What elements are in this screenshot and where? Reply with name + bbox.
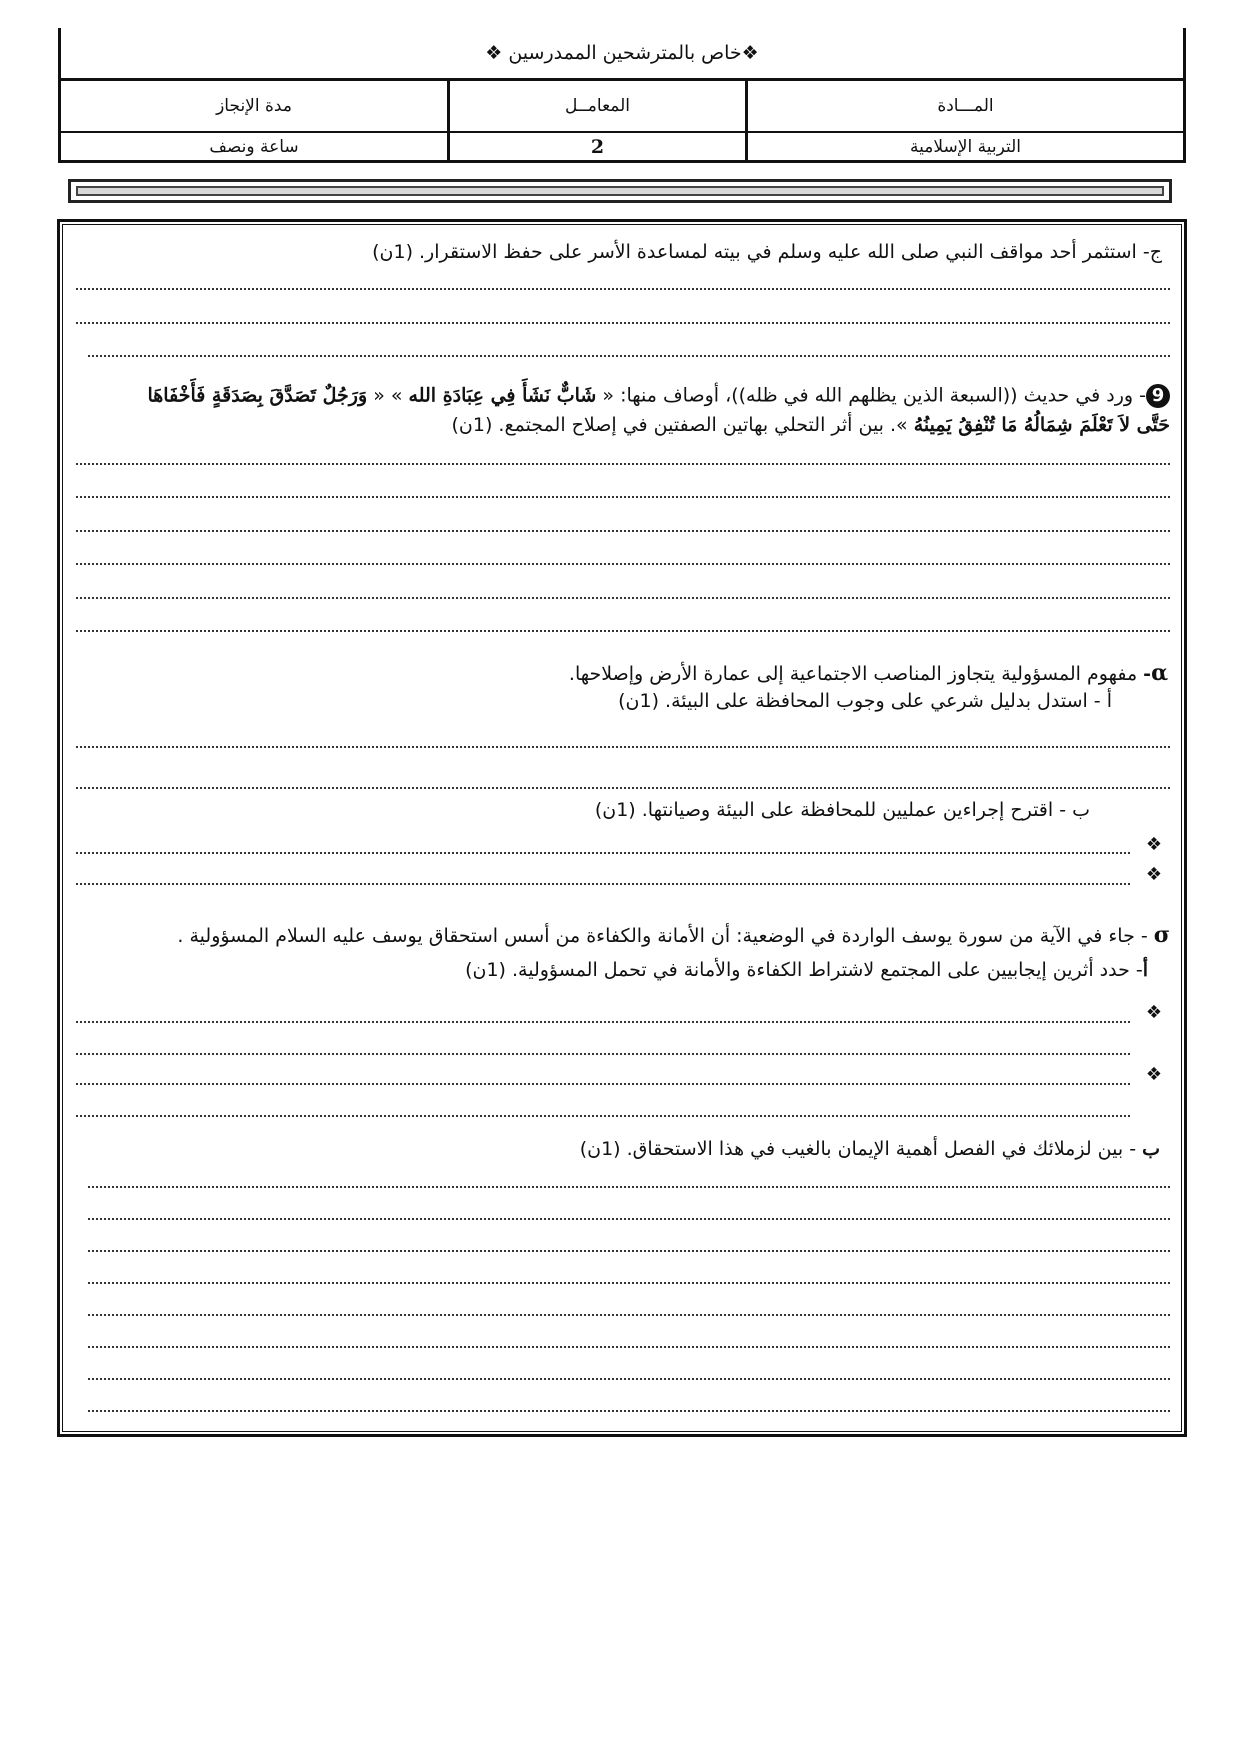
answer-line[interactable] <box>88 1282 1170 1284</box>
answer-line[interactable] <box>76 288 1170 290</box>
question-alpha-a: أ - استدل بدليل شرعي على وجوب المحافظة على البيئة. (1ن) <box>618 690 1112 712</box>
answer-line[interactable] <box>76 1083 1130 1085</box>
question-9-line1 <box>147 384 1170 408</box>
q9-mid: » « <box>373 384 403 407</box>
answer-line[interactable] <box>88 355 1170 357</box>
q9-intro: - ورد في حديث ((السبعة الذين يظلهم الله في ظله))، أوصاف منها: « <box>602 384 1146 407</box>
alpha-text: مفهوم المسؤولية يتجاوز المناصب الاجتماعية إلى عمارة الأرض وإصلاحها. <box>568 663 1138 685</box>
answer-line[interactable] <box>88 1218 1170 1220</box>
answer-line[interactable] <box>88 1346 1170 1348</box>
header-divider-bar <box>68 179 1172 203</box>
answer-line[interactable] <box>88 1250 1170 1252</box>
coefficient-value: 2 <box>447 133 745 161</box>
sigma-symbol: σ <box>1153 922 1170 948</box>
header-values-row <box>61 133 1183 161</box>
sigma-text: - جاء في الآية من سورة يوسف الواردة في الوضعية: أن الأمانة والكفاءة من أسس استحقاق يوسف عليه السلام المسؤولية . <box>177 925 1148 947</box>
sigma-a-text: - حدد أثرين إيجابيين على المجتمع لاشتراط الكفاءة والأمانة في تحمل المسؤولية. (1ن) <box>465 959 1143 981</box>
q9-hadith-1: شَابٌّ نَشَأَ فِي عِبَادَةِ الله <box>408 384 597 407</box>
answer-line[interactable] <box>88 1410 1170 1412</box>
q9-tail: ». بين أثر التحلي بهاتين الصفتين في إصلاح المجتمع. (1ن) <box>451 414 908 436</box>
coefficient-label: المعامــل <box>447 81 745 131</box>
question-alpha <box>569 660 1168 686</box>
question-9-line2 <box>452 414 1170 436</box>
answer-line[interactable] <box>88 1378 1170 1380</box>
answer-line[interactable] <box>76 1021 1130 1023</box>
answer-line[interactable] <box>76 630 1170 632</box>
question-number-9: 9 <box>1146 384 1170 408</box>
alpha-dash: - <box>1143 663 1152 685</box>
header-title: ❖خاص بالمترشحين الممدرسين ❖ <box>61 28 1183 81</box>
question-sigma-b <box>580 1138 1160 1160</box>
duration-value: ساعة ونصف <box>209 137 299 157</box>
q9-hadith-2: وَرَجُلٌ تَصَدَّقَ بِصَدَقَةٍ فَأَخْفَاهَا <box>147 384 368 407</box>
sigma-b-label: ب <box>1142 1138 1160 1160</box>
question-sigma-a <box>465 959 1148 981</box>
q9-hadith-2-cont: حَتَّى لاَ تَعْلَمَ شِمَالُهُ مَا تُنْفِقُ يَمِينُهُ <box>913 414 1170 436</box>
answer-line[interactable] <box>88 1314 1170 1316</box>
subject-label: المـــادة <box>745 81 1183 131</box>
question-sigma <box>177 922 1170 948</box>
bullet-diamond-icon: ❖ <box>1145 864 1162 885</box>
question-jim: ج- استثمر أحد مواقف النبي صلى الله عليه وسلم في بيته لمساعدة الأسر على حفظ الاستقرار. (1ن) <box>372 241 1162 263</box>
answer-line[interactable] <box>76 787 1170 789</box>
header-labels-row <box>61 81 1183 133</box>
answer-line[interactable] <box>76 597 1170 599</box>
answer-line[interactable] <box>76 883 1130 885</box>
duration-label: مدة الإنجاز <box>216 96 292 116</box>
bullet-diamond-icon: ❖ <box>1145 1002 1162 1023</box>
answer-line[interactable] <box>76 563 1170 565</box>
question-alpha-b: ب - اقترح إجراءين عمليين للمحافظة على البيئة وصيانتها. (1ن) <box>594 799 1090 821</box>
answer-line[interactable] <box>76 746 1170 748</box>
exam-header <box>58 28 1186 163</box>
alpha-symbol: α <box>1151 660 1168 686</box>
subject-value: التربية الإسلامية <box>745 133 1183 161</box>
bullet-diamond-icon: ❖ <box>1145 834 1162 855</box>
answer-line[interactable] <box>76 530 1170 532</box>
bullet-diamond-icon: ❖ <box>1145 1064 1162 1085</box>
sigma-b-text: - بين لزملائك في الفصل أهمية الإيمان بالغيب في هذا الاستحقاق. (1ن) <box>579 1138 1143 1160</box>
answer-line[interactable] <box>76 852 1130 854</box>
answer-line[interactable] <box>76 322 1170 324</box>
answer-line[interactable] <box>76 496 1170 498</box>
sigma-a-label: أ <box>1142 959 1148 981</box>
answer-line[interactable] <box>88 1186 1170 1188</box>
answer-line[interactable] <box>76 1053 1130 1055</box>
answer-line[interactable] <box>76 1115 1130 1117</box>
answer-line[interactable] <box>76 463 1170 465</box>
